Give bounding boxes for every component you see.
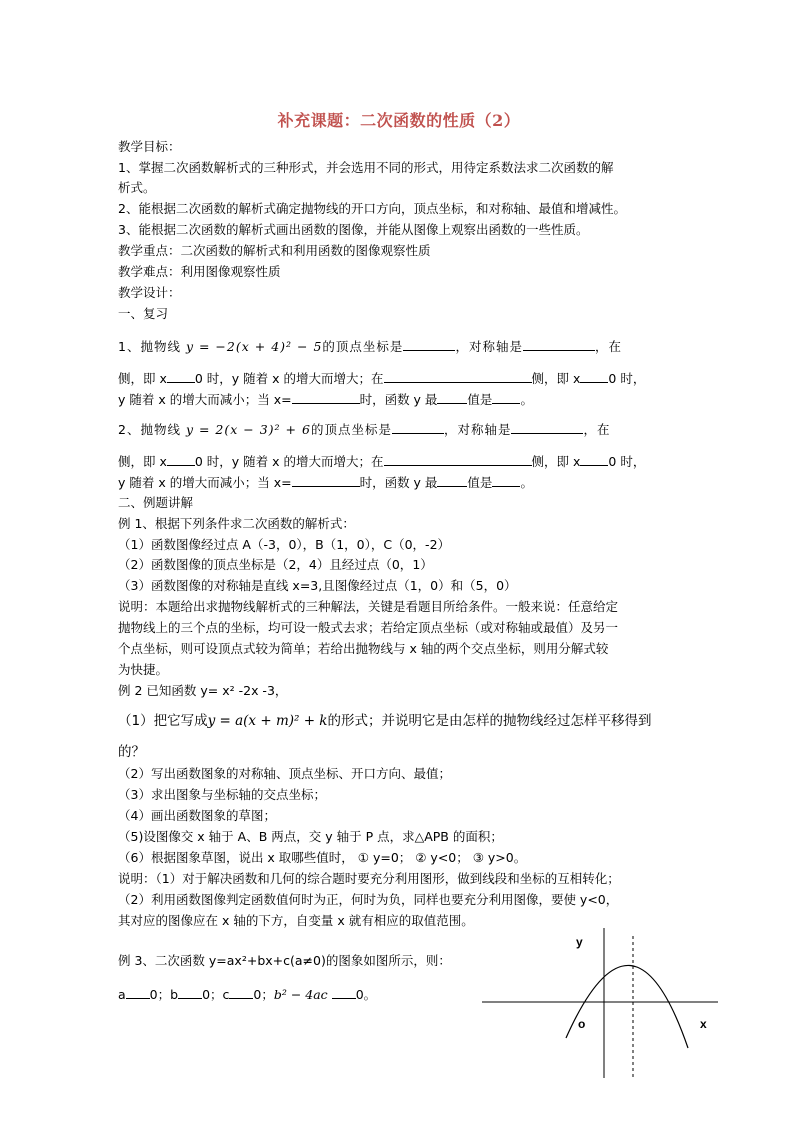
q1-line3: y 随着 x 的增大而减小；当 x= 时，函数 y 最 值是 。 xyxy=(118,392,533,407)
q2-line1: 2、抛物线 y = 2(x − 3)² + 6的顶点坐标是 ，对称轴是 ，在 xyxy=(118,422,611,437)
blank xyxy=(167,370,195,383)
blank xyxy=(332,986,356,999)
blank xyxy=(437,391,467,404)
key-points: 教学重点：二次函数的解析式和利用函数的图像观察性质 xyxy=(118,243,431,258)
discriminant: b² − 4ac xyxy=(273,987,328,1002)
blank xyxy=(178,986,202,999)
parabola-curve xyxy=(566,965,688,1048)
example-1-a: （1）函数图像经过点 A（-3，0），B（1，0），C（0，-2） xyxy=(118,537,451,552)
vertex-form-equation: y = a(x + m)² + k xyxy=(207,713,328,729)
section-review: 一、复习 xyxy=(118,306,169,321)
goals-heading: 教学目标： xyxy=(118,139,181,154)
example-2-f: （6）根据图象草图，说出 x 取哪些值时， ① y=0； ② y<0； ③ y>0。 xyxy=(118,850,527,865)
example-3: 例 3、二次函数 y=ax²+bx+c(a≠0)的图象如图所示，则： xyxy=(118,953,451,968)
example-2-c: （3）求出图象与坐标轴的交点坐标； xyxy=(118,787,326,802)
parabola-graph xyxy=(478,928,728,1078)
blank xyxy=(403,338,455,351)
blank xyxy=(292,391,360,404)
blank xyxy=(580,370,608,383)
example-2-a-cont: 的？ xyxy=(118,744,145,760)
example-1-b: （2）函数图像的顶点坐标是（2，4）且经过点（0，1） xyxy=(118,557,433,572)
design-heading: 教学设计： xyxy=(118,285,181,300)
blank xyxy=(492,391,520,404)
page-title: 补充课题：二次函数的性质（2） xyxy=(277,111,521,130)
note-7: 其对应的图像应在 x 轴的下方，自变量 x 就有相应的取值范围。 xyxy=(118,913,474,928)
blank xyxy=(384,370,532,383)
example-1-c: （3）函数图像的对称轴是直线 x=3,且图像经过点（1，0）和（5，0） xyxy=(118,578,517,593)
example-2-e: （5)设图像交 x 轴于 A、B 两点，交 y 轴于 P 点，求△APB 的面积； xyxy=(118,829,503,844)
example-1: 例 1、根据下列条件求二次函数的解析式： xyxy=(118,516,355,531)
note-6: （2）利用函数图像判定函数值何时为正，何时为负，同样也要充分利用图像，要使 y<0， xyxy=(118,892,619,907)
y-label: y xyxy=(576,935,583,949)
note-1: 说明：本题给出求抛物线解析式的三种解法，关键是看题目所给条件。一般来说：任意给定 xyxy=(118,599,619,614)
blank xyxy=(292,474,360,487)
blank xyxy=(492,474,520,487)
q1-line1: 1、抛物线 y = −2(x + 4)² − 5的顶点坐标是 ，对称轴是 ，在 xyxy=(118,339,622,354)
origin-label: o xyxy=(578,1017,586,1031)
example-2-b: （2）写出函数图象的对称轴、顶点坐标、开口方向、最值； xyxy=(118,766,451,781)
goal-1: 1、掌握二次函数解析式的三种形式，并会选用不同的形式，用待定系数法求二次函数的解 xyxy=(118,160,614,175)
q1-line2: 侧，即 x 0 时，y 随着 x 的增大而增大；在 侧，即 x 0 时， xyxy=(118,371,646,386)
blank xyxy=(580,453,608,466)
blank xyxy=(167,453,195,466)
x-label: x xyxy=(700,1017,707,1031)
blank xyxy=(126,986,150,999)
goal-2: 2、能根据二次函数的解析式确定抛物线的开口方向，顶点坐标，和对称轴、最值和增减性。 xyxy=(118,201,626,216)
blank xyxy=(229,986,253,999)
blank xyxy=(523,338,595,351)
example-2: 例 2 已知函数 y= x² -2x -3， xyxy=(118,683,288,698)
example-2-a: （1）把它写成y = a(x + m)² + k的形式；并说明它是由怎样的抛物线经过怎样平移得到 xyxy=(118,713,652,729)
blank xyxy=(384,453,532,466)
note-3: 个点坐标，则可设顶点式较为简单；若给出抛物线与 x 轴的两个交点坐标，则用分解式较 xyxy=(118,641,609,656)
blank xyxy=(437,474,467,487)
q1-equation: y = −2(x + 4)² − 5 xyxy=(185,339,323,354)
section-examples: 二、例题讲解 xyxy=(118,495,194,510)
note-5: 说明：（1）对于解决函数和几何的综合题时要充分利用图形，做到线段和坐标的互相转化； xyxy=(118,871,620,886)
goal-1-cont: 析式。 xyxy=(118,180,156,195)
note-2: 抛物线上的三个点的坐标，均可设一般式去求；若给定顶点坐标（或对称轴或最值）及另一 xyxy=(118,620,619,635)
example-3-blanks: a 0；b 0；c 0；b² − 4ac 0。 xyxy=(118,987,377,1002)
difficulties: 教学难点：利用图像观察性质 xyxy=(118,264,281,279)
example-2-d: （4）画出函数图象的草图； xyxy=(118,808,276,823)
q2-equation: y = 2(x − 3)² + 6 xyxy=(185,422,311,437)
goal-3: 3、能根据二次函数的解析式画出函数的图像，并能从图像上观察出函数的一些性质。 xyxy=(118,222,589,237)
note-4: 为快捷。 xyxy=(118,662,169,677)
blank xyxy=(392,421,444,434)
q2-line3: y 随着 x 的增大而减小；当 x= 时，函数 y 最 值是 。 xyxy=(118,475,533,490)
blank xyxy=(511,421,583,434)
q2-line2: 侧，即 x 0 时，y 随着 x 的增大而增大；在 侧，即 x 0 时， xyxy=(118,454,646,469)
